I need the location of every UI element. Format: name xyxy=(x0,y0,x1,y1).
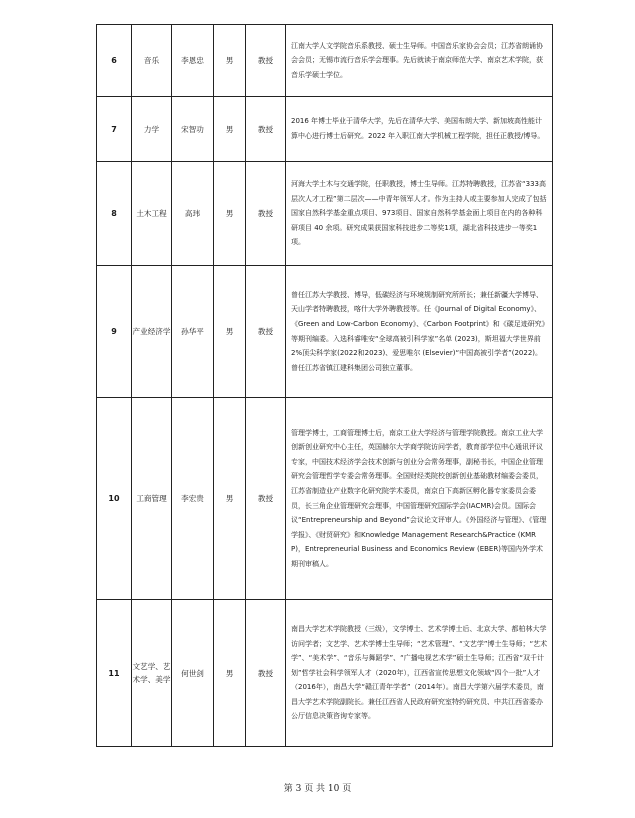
bio-cell: 管理学博士，工商管理博士后，南京工业大学经济与管理学院教授。南京工业大学创新创业研究中心主任，英国赫尔大学商学院访问学者，教育部学位中心通讯评议专家，中国技术经济学会技术创新与创业分会常务理事，副秘书长，中国企业管理研究会管理哲学专委会常务理事。全国财经类院校创新创业基础教材编委会委员，江苏省制造业产业数字化研究院学术委员，南京白下高新区孵化器专家委员会委员，长三角企业管理研究会理事，中国管理研究国际学会(IACMR)会员。国际会议“Entrepreneurship and Beyond”会议论文评审人。《外国经济与管理》、《管理学报》、《财贸研究》和Knowledge Management Research&Practice (KMRP)，Entrepreneurial Business and Economics Review (EBER)等国内外学术期刊审稿人。 xyxy=(286,398,553,600)
gender-cell: 男 xyxy=(214,398,246,600)
gender-cell: 男 xyxy=(214,97,246,162)
title-cell: 教授 xyxy=(246,600,286,747)
name-cell: 李宏贵 xyxy=(172,398,214,600)
row-number: 11 xyxy=(97,600,132,747)
row-number: 6 xyxy=(97,25,132,97)
title-cell: 教授 xyxy=(246,398,286,600)
subject-cell: 力学 xyxy=(132,97,172,162)
name-cell: 宋智功 xyxy=(172,97,214,162)
name-cell: 高玮 xyxy=(172,162,214,266)
table-row xyxy=(97,162,553,266)
table-row xyxy=(97,600,553,747)
title-cell: 教授 xyxy=(246,162,286,266)
page-footer: 第 3 页 共 10 页 xyxy=(283,784,352,794)
subject-cell: 产业经济学 xyxy=(132,266,172,398)
name-cell: 李恩忠 xyxy=(172,25,214,97)
table-row xyxy=(97,266,553,398)
bio-cell: 2016 年博士毕业于清华大学，先后在清华大学、美国布朗大学、新加坡高性能计算中心进行博士后研究。2022 年入职江南大学机械工程学院，担任正教授/博导。 xyxy=(286,97,553,162)
subject-cell: 文艺学、艺术学、美学 xyxy=(132,600,172,747)
gender-cell: 男 xyxy=(214,600,246,747)
row-number: 10 xyxy=(97,398,132,600)
row-number: 9 xyxy=(97,266,132,398)
name-cell: 何世剑 xyxy=(172,600,214,747)
title-cell: 教授 xyxy=(246,25,286,97)
gender-cell: 男 xyxy=(214,25,246,97)
row-number: 8 xyxy=(97,162,132,266)
staff-table xyxy=(96,24,553,747)
subject-cell: 土木工程 xyxy=(132,162,172,266)
table-row xyxy=(97,97,553,162)
subject-cell: 工商管理 xyxy=(132,398,172,600)
gender-cell: 男 xyxy=(214,162,246,266)
bio-cell: 南昌大学艺术学院教授（三级），文学博士、艺术学博士后、北京大学、都柏林大学访问学者；文艺学、艺术学博士生导师；“艺术管理”、“文艺学”博士生导师；“艺术学”、“美术学”、“音乐与舞蹈学”、“广播电视艺术学”硕士生导师；江西省“双千计划”哲学社会科学领军人才（2020年），江西省宣传思想文化领域“四个一批”人才（2016年），南昌大学“赣江青年学者”（2014年）。南昌大学第六届学术委员，南昌大学艺术学院副院长。兼任江西省人民政府研究室特约研究员、中共江西省委办公厅信息决策咨询专家等。 xyxy=(286,600,553,747)
gender-cell: 男 xyxy=(214,266,246,398)
table-row xyxy=(97,25,553,97)
bio-cell: 曾任江苏大学教授、博导，低碳经济与环境规制研究所所长；兼任新疆大学博导、天山学者特聘教授，喀什大学外聘教授等。任《Journal of Digital Economy》、《Green and Low-Carbon Economy》、《Carbon Footprint》和《碳足迹研究》等期刊编委。入选科睿唯安“全球高被引科学家”名单 (2023)，斯坦福大学世界前2%顶尖科学家(2022和2023)、爱思唯尔 (Elsevier)“中国高被引学者”(2022)。曾任江苏省镇江建科集团公司独立董事。 xyxy=(286,266,553,398)
title-cell: 教授 xyxy=(246,97,286,162)
name-cell: 孙华平 xyxy=(172,266,214,398)
table-row xyxy=(97,398,553,600)
title-cell: 教授 xyxy=(246,266,286,398)
row-number: 7 xyxy=(97,97,132,162)
subject-cell: 音乐 xyxy=(132,25,172,97)
bio-cell: 河海大学土木与交通学院，任职教授，博士生导师。江苏特聘教授，江苏省“333高层次人才工程”第二层次——中青年领军人才。作为主持人或主要参加人完成了包括国家自然科学基金重点项目、973项目、国家自然科学基金面上项目在内的各种科研项目 40 余项。研究成果获国家科技进步二等奖1项，湖北省科技进步一等奖1项。 xyxy=(286,162,553,266)
bio-cell: 江南大学人文学院音乐系教授、硕士生导师。中国音乐家协会会员；江苏省朗诵协会会员；无锡市流行音乐学会理事。先后就读于南京师范大学、南京艺术学院，获音乐学硕士学位。 xyxy=(286,25,553,97)
